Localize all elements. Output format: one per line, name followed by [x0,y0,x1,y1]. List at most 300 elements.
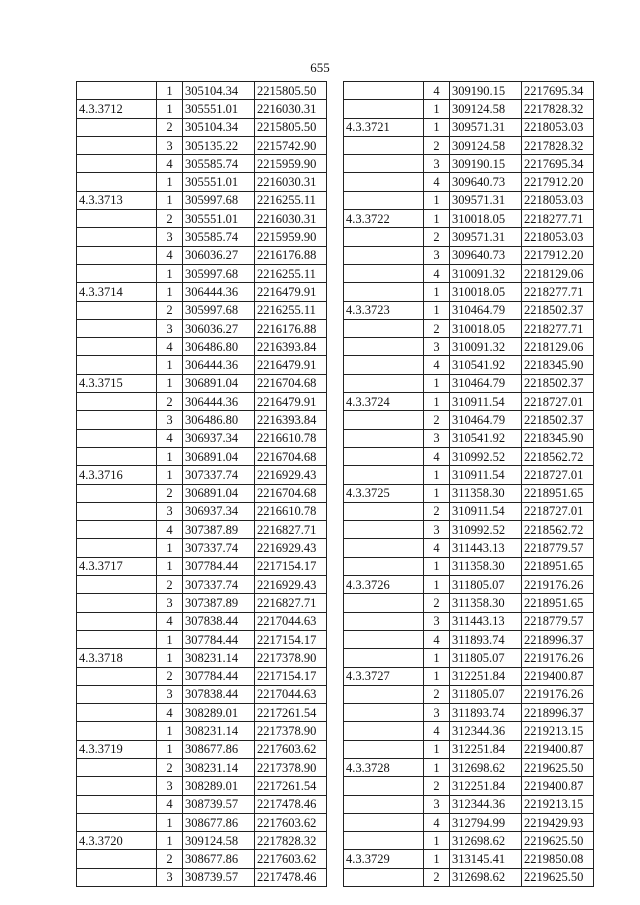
x-coordinate-cell: 310091.32 [450,338,522,356]
point-number-cell: 3 [424,338,450,356]
plot-id-cell [344,722,424,740]
point-number-cell: 4 [157,155,183,173]
point-number-cell: 3 [424,612,450,630]
y-coordinate-cell: 2218277.71 [522,283,594,301]
x-coordinate-cell: 308739.57 [183,868,255,886]
point-number-cell: 1 [424,832,450,850]
y-coordinate-cell: 2219625.50 [522,868,594,886]
point-number-cell: 1 [157,191,183,209]
table-row [77,356,327,374]
plot-id-cell [344,173,424,191]
point-number-cell: 4 [157,795,183,813]
y-coordinate-cell: 2216255.11 [255,264,327,282]
plot-id-cell [77,612,157,630]
table-row [77,429,327,447]
y-coordinate-cell: 2217828.32 [522,100,594,118]
table-row [77,685,327,703]
plot-id-cell [344,411,424,429]
y-coordinate-cell: 2218277.71 [522,319,594,337]
point-number-cell: 3 [424,246,450,264]
plot-id-cell [77,813,157,831]
y-coordinate-cell: 2218053.03 [522,228,594,246]
x-coordinate-cell: 310911.54 [450,466,522,484]
point-number-cell: 1 [424,758,450,776]
y-coordinate-cell: 2216176.88 [255,246,327,264]
point-number-cell: 4 [157,429,183,447]
x-coordinate-cell: 309124.58 [450,100,522,118]
y-coordinate-cell: 2216704.68 [255,374,327,392]
y-coordinate-cell: 2216704.68 [255,484,327,502]
point-number-cell: 3 [157,502,183,520]
plot-id-cell [344,246,424,264]
x-coordinate-cell: 307838.44 [183,685,255,703]
point-number-cell: 1 [424,283,450,301]
plot-id-cell: 4.3.3713 [77,191,157,209]
y-coordinate-cell: 2219176.26 [522,685,594,703]
plot-id-cell [77,210,157,228]
table-row [344,374,594,392]
plot-id-cell: 4.3.3721 [344,118,424,136]
x-coordinate-cell: 308231.14 [183,722,255,740]
table-row [344,155,594,173]
y-coordinate-cell: 2217378.90 [255,649,327,667]
y-coordinate-cell: 2216030.31 [255,100,327,118]
x-coordinate-cell: 306891.04 [183,447,255,465]
plot-id-cell: 4.3.3727 [344,667,424,685]
table-row [344,466,594,484]
x-coordinate-cell: 309571.31 [450,191,522,209]
table-row [344,539,594,557]
y-coordinate-cell: 2219213.15 [522,795,594,813]
plot-id-cell [344,429,424,447]
table-row [344,612,594,630]
x-coordinate-cell: 308677.86 [183,740,255,758]
table-row [344,850,594,868]
x-coordinate-cell: 309190.15 [450,82,522,100]
x-coordinate-cell: 307337.74 [183,576,255,594]
table-row [344,100,594,118]
x-coordinate-cell: 308677.86 [183,850,255,868]
table-row [344,246,594,264]
y-coordinate-cell: 2216479.91 [255,356,327,374]
x-coordinate-cell: 310018.05 [450,210,522,228]
y-coordinate-cell: 2218129.06 [522,338,594,356]
table-row [77,795,327,813]
point-number-cell: 1 [157,649,183,667]
point-number-cell: 1 [424,667,450,685]
plot-id-cell [344,447,424,465]
plot-id-cell [77,667,157,685]
table-row [344,356,594,374]
point-number-cell: 1 [424,557,450,575]
x-coordinate-cell: 310992.52 [450,447,522,465]
plot-id-cell [344,283,424,301]
table-row [344,667,594,685]
x-coordinate-cell: 311893.74 [450,704,522,722]
table-row [77,758,327,776]
y-coordinate-cell: 2217478.46 [255,795,327,813]
y-coordinate-cell: 2219625.50 [522,758,594,776]
table-row [77,283,327,301]
point-number-cell: 2 [424,868,450,886]
table-row [77,319,327,337]
y-coordinate-cell: 2217154.17 [255,667,327,685]
table-row [77,832,327,850]
plot-id-cell [344,338,424,356]
plot-id-cell [77,393,157,411]
point-number-cell: 2 [157,667,183,685]
point-number-cell: 1 [424,191,450,209]
plot-id-cell [344,136,424,154]
point-number-cell: 1 [157,82,183,100]
x-coordinate-cell: 305997.68 [183,191,255,209]
table-row [344,740,594,758]
point-number-cell: 4 [424,173,450,191]
x-coordinate-cell: 307337.74 [183,539,255,557]
plot-id-cell [344,740,424,758]
y-coordinate-cell: 2217603.62 [255,813,327,831]
x-coordinate-cell: 307784.44 [183,630,255,648]
table-row [344,484,594,502]
y-coordinate-cell: 2217828.32 [255,832,327,850]
point-number-cell: 1 [157,832,183,850]
x-coordinate-cell: 311443.13 [450,612,522,630]
y-coordinate-cell: 2215805.50 [255,118,327,136]
x-coordinate-cell: 306444.36 [183,393,255,411]
plot-id-cell [77,795,157,813]
plot-id-cell [344,356,424,374]
x-coordinate-cell: 311358.30 [450,484,522,502]
point-number-cell: 4 [157,521,183,539]
x-coordinate-cell: 308289.01 [183,704,255,722]
table-row [77,447,327,465]
point-number-cell: 2 [157,210,183,228]
plot-id-cell [344,813,424,831]
point-number-cell: 1 [424,649,450,667]
plot-id-cell: 4.3.3717 [77,557,157,575]
point-number-cell: 1 [157,813,183,831]
y-coordinate-cell: 2216704.68 [255,447,327,465]
table-row [344,813,594,831]
point-number-cell: 4 [424,722,450,740]
table-row [344,338,594,356]
y-coordinate-cell: 2218277.71 [522,210,594,228]
plot-id-cell: 4.3.3720 [77,832,157,850]
y-coordinate-cell: 2219850.08 [522,850,594,868]
table-row [344,777,594,795]
y-coordinate-cell: 2216827.71 [255,521,327,539]
y-coordinate-cell: 2218779.57 [522,612,594,630]
plot-id-cell [77,319,157,337]
point-number-cell: 3 [424,521,450,539]
table-row [77,246,327,264]
plot-id-cell [77,338,157,356]
plot-id-cell [344,777,424,795]
x-coordinate-cell: 310541.92 [450,356,522,374]
point-number-cell: 1 [157,100,183,118]
y-coordinate-cell: 2217378.90 [255,722,327,740]
y-coordinate-cell: 2218779.57 [522,539,594,557]
plot-id-cell [77,539,157,557]
table-row [344,210,594,228]
coordinates-table-right [343,81,594,887]
table-row [77,576,327,594]
x-coordinate-cell: 305104.34 [183,82,255,100]
x-coordinate-cell: 309571.31 [450,228,522,246]
x-coordinate-cell: 312344.36 [450,795,522,813]
table-row [77,191,327,209]
x-coordinate-cell: 310464.79 [450,411,522,429]
plot-id-cell [344,704,424,722]
y-coordinate-cell: 2219400.87 [522,740,594,758]
table-row [344,685,594,703]
point-number-cell: 3 [157,228,183,246]
x-coordinate-cell: 305997.68 [183,264,255,282]
point-number-cell: 4 [424,264,450,282]
table-row [344,301,594,319]
point-number-cell: 3 [157,868,183,886]
plot-id-cell [344,594,424,612]
x-coordinate-cell: 309190.15 [450,155,522,173]
point-number-cell: 2 [157,758,183,776]
x-coordinate-cell: 305551.01 [183,210,255,228]
y-coordinate-cell: 2218345.90 [522,356,594,374]
table-row [77,813,327,831]
x-coordinate-cell: 306937.34 [183,429,255,447]
table-row [344,649,594,667]
table-row [344,704,594,722]
y-coordinate-cell: 2215959.90 [255,228,327,246]
point-number-cell: 4 [424,356,450,374]
x-coordinate-cell: 307784.44 [183,557,255,575]
y-coordinate-cell: 2216255.11 [255,191,327,209]
y-coordinate-cell: 2216827.71 [255,594,327,612]
point-number-cell: 1 [157,630,183,648]
y-coordinate-cell: 2216610.78 [255,502,327,520]
table-row [77,374,327,392]
plot-id-cell [77,630,157,648]
y-coordinate-cell: 2217378.90 [255,758,327,776]
plot-id-cell [344,228,424,246]
plot-id-cell [77,484,157,502]
point-number-cell: 1 [157,374,183,392]
table-row [77,210,327,228]
plot-id-cell [344,685,424,703]
point-number-cell: 4 [424,813,450,831]
y-coordinate-cell: 2219400.87 [522,777,594,795]
y-coordinate-cell: 2219400.87 [522,667,594,685]
plot-id-cell [344,502,424,520]
plot-id-cell: 4.3.3725 [344,484,424,502]
table-row [77,777,327,795]
table-row [344,502,594,520]
y-coordinate-cell: 2219176.26 [522,649,594,667]
x-coordinate-cell: 311893.74 [450,630,522,648]
point-number-cell: 1 [424,374,450,392]
plot-id-cell [77,246,157,264]
point-number-cell: 1 [424,118,450,136]
table-row [344,594,594,612]
plot-id-cell [77,576,157,594]
plot-id-cell: 4.3.3719 [77,740,157,758]
plot-id-cell [77,118,157,136]
x-coordinate-cell: 313145.41 [450,850,522,868]
table-row [344,411,594,429]
table-row [77,484,327,502]
plot-id-cell [77,447,157,465]
x-coordinate-cell: 310541.92 [450,429,522,447]
plot-id-cell [77,758,157,776]
x-coordinate-cell: 305997.68 [183,301,255,319]
point-number-cell: 1 [424,393,450,411]
x-coordinate-cell: 306444.36 [183,356,255,374]
point-number-cell: 1 [157,740,183,758]
table-row [344,228,594,246]
y-coordinate-cell: 2216479.91 [255,283,327,301]
table-row [77,594,327,612]
table-row [77,630,327,648]
point-number-cell: 1 [157,264,183,282]
y-coordinate-cell: 2218562.72 [522,521,594,539]
table-row [77,649,327,667]
table-row [344,630,594,648]
plot-id-cell [77,777,157,795]
plot-id-cell [77,850,157,868]
point-number-cell: 4 [157,704,183,722]
point-number-cell: 4 [157,246,183,264]
point-number-cell: 2 [157,850,183,868]
page-number: 655 [310,60,330,75]
x-coordinate-cell: 306444.36 [183,283,255,301]
table-row [77,667,327,685]
point-number-cell: 1 [157,539,183,557]
x-coordinate-cell: 306036.27 [183,246,255,264]
y-coordinate-cell: 2218562.72 [522,447,594,465]
plot-id-cell: 4.3.3723 [344,301,424,319]
table-row [77,301,327,319]
point-number-cell: 2 [157,484,183,502]
table-row [344,832,594,850]
plot-id-cell: 4.3.3715 [77,374,157,392]
point-number-cell: 4 [157,338,183,356]
x-coordinate-cell: 307337.74 [183,466,255,484]
x-coordinate-cell: 309124.58 [183,832,255,850]
point-number-cell: 2 [157,393,183,411]
table-row [344,576,594,594]
x-coordinate-cell: 305585.74 [183,155,255,173]
table-row [77,502,327,520]
x-coordinate-cell: 311443.13 [450,539,522,557]
y-coordinate-cell: 2216176.88 [255,319,327,337]
table-row [77,868,327,886]
plot-id-cell [344,466,424,484]
y-coordinate-cell: 2216030.31 [255,210,327,228]
plot-id-cell: 4.3.3722 [344,210,424,228]
table-row [77,173,327,191]
table-row [344,283,594,301]
plot-id-cell [344,521,424,539]
plot-id-cell [344,832,424,850]
x-coordinate-cell: 312698.62 [450,832,522,850]
point-number-cell: 2 [424,319,450,337]
plot-id-cell [344,557,424,575]
point-number-cell: 3 [157,411,183,429]
table-row [344,191,594,209]
y-coordinate-cell: 2218345.90 [522,429,594,447]
x-coordinate-cell: 312251.84 [450,667,522,685]
x-coordinate-cell: 310018.05 [450,319,522,337]
table-row [344,173,594,191]
plot-id-cell [77,502,157,520]
point-number-cell: 1 [157,466,183,484]
y-coordinate-cell: 2216610.78 [255,429,327,447]
x-coordinate-cell: 309640.73 [450,246,522,264]
point-number-cell: 1 [424,576,450,594]
y-coordinate-cell: 2217044.63 [255,685,327,703]
y-coordinate-cell: 2218129.06 [522,264,594,282]
plot-id-cell [77,722,157,740]
table-row [77,722,327,740]
x-coordinate-cell: 305585.74 [183,228,255,246]
table-row [344,758,594,776]
x-coordinate-cell: 310018.05 [450,283,522,301]
y-coordinate-cell: 2218951.65 [522,557,594,575]
y-coordinate-cell: 2218502.37 [522,301,594,319]
x-coordinate-cell: 308231.14 [183,758,255,776]
y-coordinate-cell: 2218727.01 [522,502,594,520]
x-coordinate-cell: 312251.84 [450,740,522,758]
x-coordinate-cell: 311358.30 [450,557,522,575]
x-coordinate-cell: 311805.07 [450,685,522,703]
table-row [77,704,327,722]
y-coordinate-cell: 2215959.90 [255,155,327,173]
plot-id-cell [344,630,424,648]
point-number-cell: 3 [424,704,450,722]
y-coordinate-cell: 2218951.65 [522,484,594,502]
table-row [344,264,594,282]
x-coordinate-cell: 312698.62 [450,758,522,776]
plot-id-cell [344,374,424,392]
x-coordinate-cell: 308289.01 [183,777,255,795]
table-row [77,539,327,557]
y-coordinate-cell: 2217912.20 [522,246,594,264]
point-number-cell: 4 [424,539,450,557]
x-coordinate-cell: 310464.79 [450,301,522,319]
y-coordinate-cell: 2218053.03 [522,118,594,136]
plot-id-cell: 4.3.3724 [344,393,424,411]
point-number-cell: 3 [157,319,183,337]
y-coordinate-cell: 2217912.20 [522,173,594,191]
plot-id-cell [77,704,157,722]
y-coordinate-cell: 2216929.43 [255,539,327,557]
plot-id-cell: 4.3.3726 [344,576,424,594]
table-row [77,338,327,356]
y-coordinate-cell: 2216393.84 [255,411,327,429]
x-coordinate-cell: 312794.99 [450,813,522,831]
x-coordinate-cell: 312344.36 [450,722,522,740]
table-row [344,136,594,154]
point-number-cell: 1 [424,100,450,118]
x-coordinate-cell: 312251.84 [450,777,522,795]
plot-id-cell [344,539,424,557]
point-number-cell: 3 [424,429,450,447]
x-coordinate-cell: 310464.79 [450,374,522,392]
table-row [77,521,327,539]
x-coordinate-cell: 307838.44 [183,612,255,630]
x-coordinate-cell: 306937.34 [183,502,255,520]
table-row [77,612,327,630]
table-row [77,100,327,118]
